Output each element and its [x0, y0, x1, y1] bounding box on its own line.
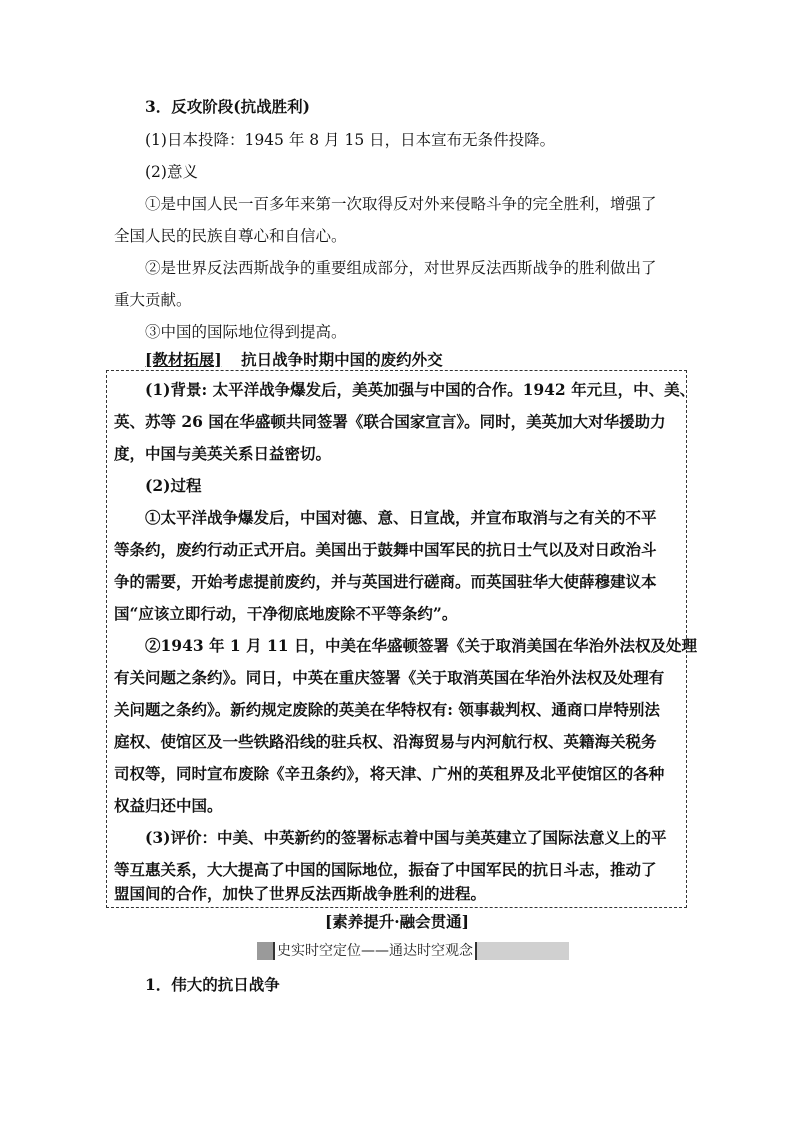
box-line: 等互惠关系，大大提高了中国的国际地位，振奋了中国军民的抗日斗志，推动了 [114, 860, 657, 879]
box-line: (1)背景: 太平洋战争爆发后，美英加强与中国的合作。1942 年元旦，中、美、 [145, 380, 696, 399]
next-section-heading: 1．伟大的抗日战争 [145, 975, 280, 994]
paragraph: ②是世界反法西斯战争的重要组成部分，对世界反法西斯战争的胜利做出了 [145, 259, 657, 277]
paragraph: (2)意义 [145, 163, 198, 181]
banner-left-bar [257, 942, 273, 960]
extension-heading [145, 348, 443, 370]
paragraph: 重大贡献。 [114, 291, 192, 309]
paragraph: 全国人民的民族自尊心和自信心。 [114, 227, 347, 245]
box-line: 国“应该立即行动，干净彻底地废除不平等条约”。 [114, 604, 458, 623]
box-line: (2)过程 [145, 476, 202, 495]
banner-label: 史实时空定位——通达时空观念 [273, 942, 477, 960]
box-line: 等条约，废约行动正式开启。美国出于鼓舞中国军民的抗日士气以及对日政治斗 [114, 540, 657, 559]
box-line: 度，中国与美英关系日益密切。 [114, 444, 332, 463]
box-line: 有关问题之条约》。同日，中英在重庆签署《关于取消英国在华治外法权及处理有 [114, 668, 665, 687]
extension-title: 抗日战争时期中国的废约外交 [241, 350, 443, 369]
box-line: 盟国间的合作，加快了世界反法西斯战争胜利的进程。 [114, 884, 487, 903]
box-line: ②1943 年 1 月 11 日，中美在华盛顿签署《关于取消美国在华治外法权及处理 [145, 636, 697, 655]
quality-heading: [素养提升·融会贯通] [324, 912, 470, 931]
box-line: 关问题之条约》。新约规定废除的英美在华特权有: 领事裁判权、通商口岸特别法 [114, 700, 660, 719]
box-line: 争的需要，开始考虑提前废约，并与英国进行磋商。而英国驻华大使薛穆建议本 [114, 572, 657, 591]
paragraph: (1)日本投降：1945 年 8 月 15 日，日本宣布无条件投降。 [145, 131, 556, 149]
banner-right-bar [477, 942, 569, 960]
box-line: 庭权、使馆区及一些铁路沿线的驻兵权、沿海贸易与内河航行权、英籍海关税务 [114, 732, 657, 751]
section-heading: 3．反攻阶段(抗战胜利) [145, 97, 310, 116]
box-line: (3)评价：中美、中英新约的签署标志着中国与美英建立了国际法意义上的平 [145, 828, 667, 847]
section-banner [257, 942, 569, 960]
box-line: ①太平洋战争爆发后，中国对德、意、日宣战，并宣布取消与之有关的不平 [145, 508, 657, 527]
box-line: 权益归还中国。 [114, 796, 223, 815]
extension-tag: [教材拓展] [145, 350, 222, 369]
box-line: 司权等，同时宣布废除《辛丑条约》，将天津、广州的英租界及北平使馆区的各种 [114, 764, 665, 783]
paragraph: ①是中国人民一百多年来第一次取得反对外来侵略斗争的完全胜利，增强了 [145, 195, 657, 213]
paragraph: ③中国的国际地位得到提高。 [145, 323, 347, 341]
box-line: 英、苏等 26 国在华盛顿共同签署《联合国家宣言》。同时，美英加大对华援助力 [114, 412, 666, 431]
